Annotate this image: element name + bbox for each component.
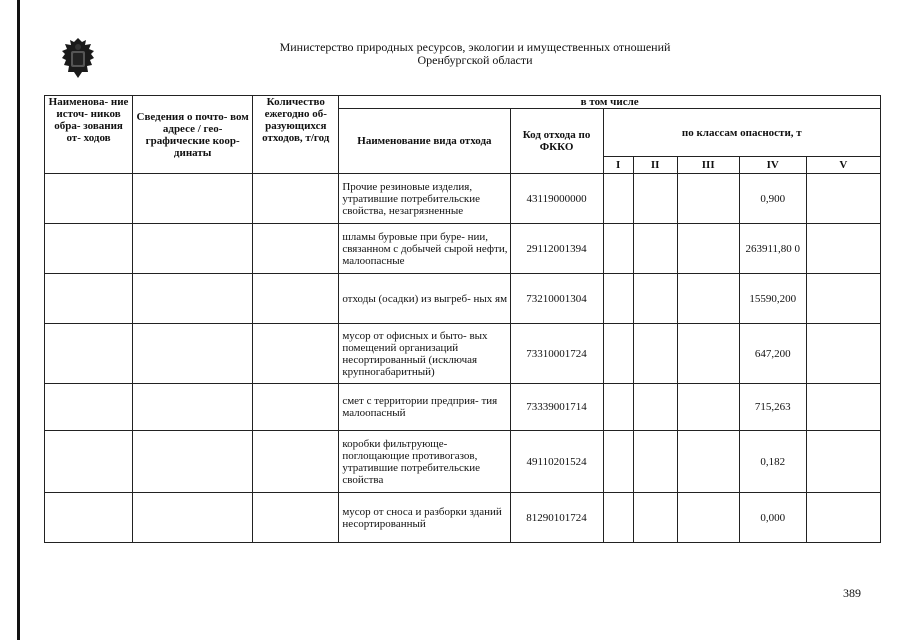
waste-name-cell: мусор от сноса и разборки зданий несортированный	[339, 493, 510, 543]
header-hazard-classes: по классам опасности, т	[603, 109, 880, 157]
class-4-value-cell: 715,263	[739, 384, 806, 431]
table-row	[45, 174, 881, 224]
header-class-4: IV	[739, 157, 806, 174]
waste-sources-table	[44, 95, 881, 543]
waste-name-cell: смет с территории предприя- тия малоопасный	[339, 384, 510, 431]
header-fkko-code: Код отхода по ФККО	[510, 109, 603, 174]
header-source-name: Наименова- ние источ- ников обра- зования от- ходов	[45, 96, 133, 174]
table-row	[45, 493, 881, 543]
header-region: Оренбургской области	[417, 53, 533, 67]
header-class-1: I	[603, 157, 633, 174]
class-4-value-cell: 263911,80 0	[739, 224, 806, 274]
document-header	[180, 41, 770, 67]
waste-name-cell: коробки фильтрующе- поглощающие противогазов, утратившие потребительские свойства	[339, 431, 510, 493]
table-row	[45, 431, 881, 493]
table-row	[45, 324, 881, 384]
orenburg-coat-of-arms-icon	[58, 36, 98, 80]
fkko-code-cell: 43119000000	[510, 174, 603, 224]
waste-name-cell: шламы буровые при буре- нии, связанном с добычей сырой нефти, малоопасные	[339, 224, 510, 274]
header-class-3: III	[677, 157, 739, 174]
header-waste-type: Наименование вида отхода	[339, 109, 510, 174]
table-row	[45, 384, 881, 431]
fkko-code-cell: 49110201524	[510, 431, 603, 493]
page-number: 389	[843, 586, 861, 600]
class-4-value-cell: 0,900	[739, 174, 806, 224]
class-4-value-cell: 15590,200	[739, 274, 806, 324]
fkko-code-cell: 81290101724	[510, 493, 603, 543]
header-class-5: V	[806, 157, 880, 174]
waste-name-cell: мусор от офисных и быто- вых помещений организаций несортированный (исключая крупногабаритный)	[339, 324, 510, 384]
fkko-code-cell: 29112001394	[510, 224, 603, 274]
page-margin-line	[17, 0, 20, 640]
class-4-value-cell: 0,000	[739, 493, 806, 543]
table-row	[45, 274, 881, 324]
class-4-value-cell: 647,200	[739, 324, 806, 384]
waste-name-cell: отходы (осадки) из выгреб- ных ям	[339, 274, 510, 324]
header-including: в том числе	[339, 96, 881, 109]
header-amount: Количество ежегодно об- разующихся отходов, т/год	[253, 96, 339, 174]
table-row	[45, 224, 881, 274]
header-address: Сведения о почто- вом адресе / гео- графические коор- динаты	[133, 96, 253, 174]
class-4-value-cell: 0,182	[739, 431, 806, 493]
waste-name-cell: Прочие резиновые изделия, утратившие потребительские свойства, незагрязненные	[339, 174, 510, 224]
header-class-2: II	[633, 157, 677, 174]
fkko-code-cell: 73310001724	[510, 324, 603, 384]
fkko-code-cell: 73339001714	[510, 384, 603, 431]
fkko-code-cell: 73210001304	[510, 274, 603, 324]
header-ministry: Министерство природных ресурсов, экологии и имущественных отношений	[279, 40, 671, 54]
